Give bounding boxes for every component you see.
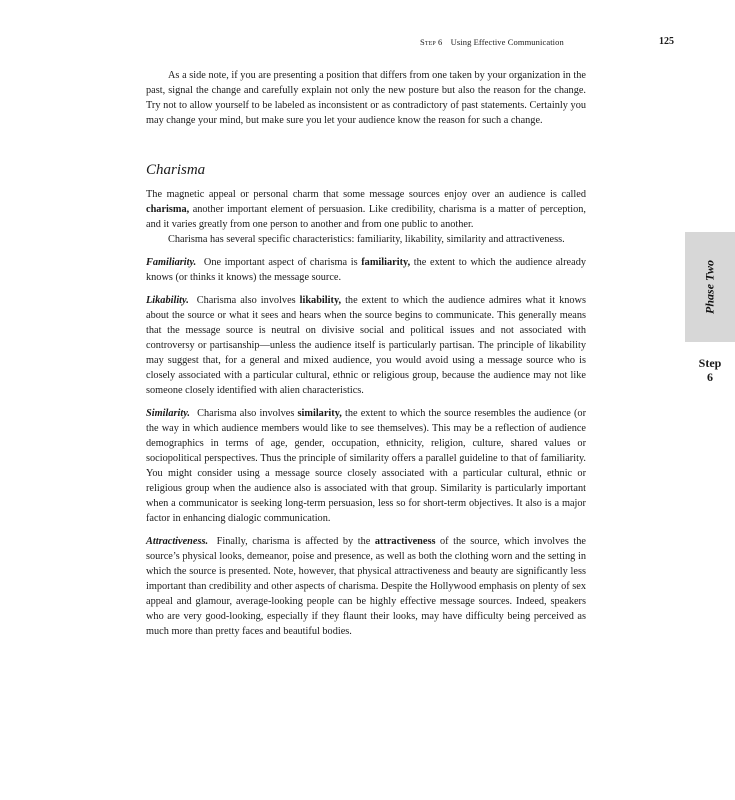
charisma-definition-after: another important element of persuasion. Like credibility, charisma is a matter of perception, and it varies greatly from one person to another and from one public to another. [146,204,586,230]
charisma-section [146,187,586,639]
similarity-term: similarity, [297,408,342,419]
page-number: 125 [659,36,674,47]
attractiveness-after: of the source, which involves the source’s physical looks, demeanor, poise and presence, as well as both the clothing worn and the setting in which the source is presented. Note, however, that physical attractiveness and beauty are significantly less important than credibility and other aspects of charisma. Despite the Hollywood emphasis on plenty of sex appeal and glamour, average-looking people can be highly effective message sources. Indeed, speakers who are very good-looking, especially if they flaunt their looks, may have difficulty being perceived as much more than pretty faces and beautiful bodies. [146,536,586,637]
phase-tab [685,232,735,342]
similarity-paragraph [146,406,586,526]
similarity-after: the extent to which the source resembles the audience (or the way in which audience members would like to see themselves). This may be a reflection of audience demographics in terms of age, gender, occupation, ethnicity, religion, culture, shared values or sociopolitical perspectives. Thus the principle of similarity offers a parallel guideline to that of familiarity. You might consider using a message source closely associated with a particular cultural, ethnic or religious group when the audience also is associated with that group. Similarity is particularly important when a communicator is seeking long-term persuasion, less so for short-term objectives. It also is a major factor in enhancing dialogic communication. [146,408,587,524]
step-marker [690,356,730,384]
step-marker-number: 6 [707,370,713,384]
familiarity-after: the extent to which the audience already knows (or thinks it knows) the message source. [146,257,586,283]
running-head [420,37,564,47]
attractiveness-paragraph [146,534,586,639]
intro-section [146,68,586,128]
charisma-term: charisma, [146,204,190,215]
likability-paragraph [146,293,586,398]
running-head-title: Using Effective Communication [450,37,564,47]
likability-term: likability, [299,295,342,306]
attractiveness-heading: Attractiveness. [146,536,209,547]
charisma-definition-paragraph [146,187,586,232]
phase-tab-label: Phase Two [702,260,717,314]
intro-paragraph: As a side note, if you are presenting a position that differs from one taken by your organization in the past, signal the change and carefully explain not only the new posture but also the reason for the change. Try not to allow yourself to be labeled as inconsistent or as contradictory of past statements. Certainly you may change your mind, but make sure you let your audience know the reason for such a change. [146,70,586,126]
step-marker-label: Step [698,356,722,370]
similarity-heading: Similarity. [146,408,190,419]
similarity-before: Charisma also involves [197,408,298,419]
attractiveness-before: Finally, charisma is affected by the [216,536,375,547]
charisma-characteristics-paragraph: Charisma has several specific characteristics: familiarity, likability, similarity and attractiveness. [168,234,565,245]
familiarity-term: familiarity, [361,257,411,268]
likability-after: the extent to which the audience admires what it knows about the source or what it sees and hears when the source begins to communicate. This generally means that the message source is neutral on divisive social and political issues and not associated with controversy or partisanship—unless the audience itself is particularly partisan. The principle of likability may suggest that, for a general and mixed audience, you would avoid using a message source who is closely associated with a particular cultural, ethnic or religious group, because the audience may not like someone closely identified with alien characteristics. [146,295,587,396]
familiarity-before: One important aspect of charisma is [203,257,362,268]
section-heading: Charisma [146,162,206,178]
attractiveness-term: attractiveness [374,536,436,547]
running-head-step: Step 6 [420,37,443,47]
familiarity-heading: Familiarity. [146,257,197,268]
likability-before: Charisma also involves [196,295,300,306]
familiarity-paragraph [146,255,586,285]
likability-heading: Likability. [146,295,189,306]
charisma-definition-before: The magnetic appeal or personal charm that some message sources enjoy over an audience is called [146,189,586,200]
